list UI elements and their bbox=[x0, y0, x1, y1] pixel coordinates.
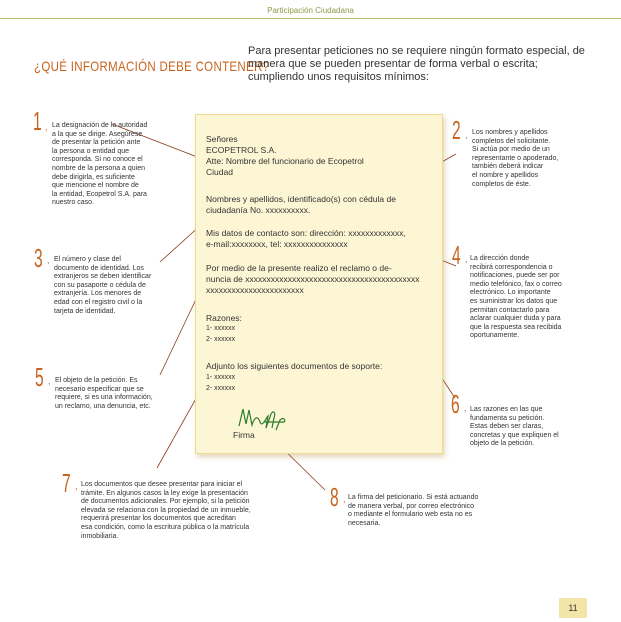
letter-claim-line3: xxxxxxxxxxxxxxxxxxxxxxx bbox=[206, 285, 304, 295]
note-3-dot: , bbox=[47, 255, 50, 265]
letter-company: ECOPETROL S.A. bbox=[206, 145, 277, 155]
letter-attach-2: 2- xxxxxx bbox=[206, 385, 236, 392]
note-2-text: Los nombres y apellidos completos del solicitante. Si actúa por medio de un representante o apoderado, también deberá indicar el nombre y apellidos completos de éste. bbox=[472, 129, 559, 188]
note-3-text: El número y clase del documento de identidad. Los extranjeros se deben identificar con su pasaporte o cédula de extranjería. Los menores de edad con el registro civil o la tarjeta de identidad. bbox=[54, 256, 152, 315]
intro-text: Para presentar peticiones no se requiere ningún formato especial, de manera que se pueden presentar de forma verbal o escrita; cumpliendo unos requisitos mínimos: bbox=[248, 45, 585, 83]
letter-attach-title: Adjunto los siguientes documentos de soporte: bbox=[206, 361, 383, 371]
note-1-dot: , bbox=[45, 122, 48, 132]
letter-city: Ciudad bbox=[206, 167, 233, 177]
note-8-text: La firma del peticionario. Si está actuando de manera verbal, por correo electrónico o mediante el formulario web esta no es necesaria. bbox=[348, 494, 479, 527]
header-title: Participación Ciudadana bbox=[267, 6, 354, 15]
note-6-dot: , bbox=[464, 403, 467, 413]
letter-id-line2: ciudadanía No. xxxxxxxxxx. bbox=[206, 205, 311, 215]
letter-greeting: Señores bbox=[206, 134, 238, 144]
letter-signature-label: Firma bbox=[233, 430, 255, 440]
note-4-text: La dirección donde recibirá correspondencia o notificaciones, puede ser por medio telefónico, fax o correo electrónico. Lo importante es suministrar los datos que permitan contactarlo para aclarar cualquier duda y para que la respuesta sea recibida oportunamente. bbox=[470, 255, 562, 340]
letter-claim-line1: Por medio de la presente realizo el reclamo o de- bbox=[206, 263, 392, 273]
letter-reason-2: 2- xxxxxx bbox=[206, 336, 236, 343]
letter-attn: Atte: Nombre del funcionario de Ecopetrol bbox=[206, 156, 364, 166]
letter-claim-line2: nuncia de xxxxxxxxxxxxxxxxxxxxxxxxxxxxxxxxxxxxxxxxx bbox=[206, 274, 420, 284]
letter-id-line1: Nombres y apellidos, identificado(s) con cédula de bbox=[206, 194, 396, 204]
note-7-dot: , bbox=[75, 481, 78, 491]
note-1-text: La designación de la autoridad a la que se dirige. Asegúrese de presentar la petición ante la persona o entidad que corresponda. Si no conoce el nombre de la persona a quien debe dirigirla, es suficiente que mencione el nombre de la entidad, Ecopetrol S.A. para nuestro caso. bbox=[52, 122, 148, 207]
letter-attach-1: 1- xxxxxx bbox=[206, 374, 236, 381]
letter-reasons-title: Razones: bbox=[206, 313, 242, 323]
letter-reason-1: 1- xxxxxx bbox=[206, 325, 236, 332]
section-title: ¿QUÉ INFORMACIÓN DEBE CONTENER? bbox=[34, 58, 270, 74]
note-2-dot: , bbox=[465, 130, 468, 140]
note-8-number: 8 bbox=[330, 482, 339, 512]
note-7-text: Los documentos que desee presentar para iniciar el trámite. En algunos casos la ley exige la presentación de documentos adicionales. Por ejemplo, si la petición elevada se relaciona con la propiedad de un inmueble, requerirá presentar los documentos que acreditan esa condición, como la escritura pública o la matrícula inmobiliaria. bbox=[81, 481, 251, 540]
letter-contact-line1: Mis datos de contacto son: dirección: xxxxxxxxxxxxx, bbox=[206, 228, 406, 238]
note-1-number: 1 bbox=[33, 106, 42, 136]
note-4-number: 4 bbox=[452, 240, 461, 270]
note-7-number: 7 bbox=[62, 468, 71, 498]
note-6-text: Las razones en las que fundamenta su petición. Estas deben ser claras, concretas y que expliquen el objeto de la petición. bbox=[470, 406, 559, 448]
note-6-number: 6 bbox=[451, 389, 460, 419]
note-5-text: El objeto de la petición. Es necesario especificar que se requiere, si es una información, un reclamo, una denuncia, etc. bbox=[55, 377, 153, 410]
note-4-dot: , bbox=[465, 254, 468, 264]
page-number: 11 bbox=[559, 598, 587, 618]
note-5-number: 5 bbox=[35, 362, 44, 392]
note-2-number: 2 bbox=[452, 115, 461, 145]
note-3-number: 3 bbox=[34, 243, 43, 273]
note-5-dot: , bbox=[48, 376, 51, 386]
letter-contact-line2: e-mail:xxxxxxxx, tel: xxxxxxxxxxxxxxx bbox=[206, 239, 348, 249]
note-8-dot: , bbox=[343, 494, 346, 504]
